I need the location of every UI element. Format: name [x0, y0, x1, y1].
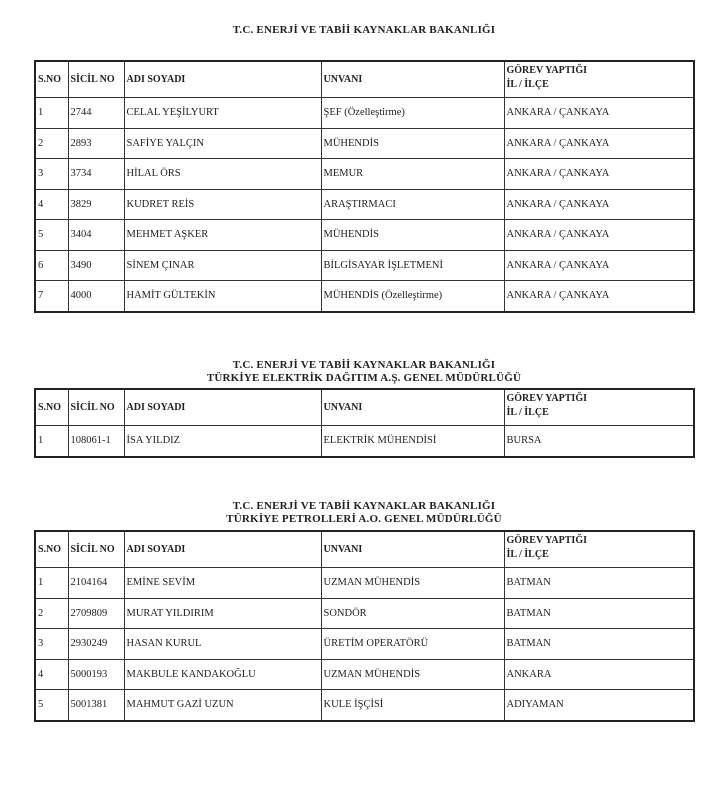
cell-adi: KUDRET REİS — [124, 189, 321, 220]
table-row — [35, 98, 694, 129]
cell-sno: 3 — [35, 159, 68, 190]
cell-gorev: ADIYAMAN — [504, 690, 694, 721]
personnel-table — [34, 530, 695, 722]
cell-unvan: ÜRETİM OPERATÖRÜ — [321, 629, 504, 660]
cell-sno: 1 — [35, 568, 68, 599]
cell-gorev: ANKARA / ÇANKAYA — [504, 128, 694, 159]
header-unvan: UNVANI — [321, 531, 504, 568]
cell-unvan: ARAŞTIRMACI — [321, 189, 504, 220]
cell-sno: 4 — [35, 659, 68, 690]
cell-gorev: ANKARA / ÇANKAYA — [504, 281, 694, 312]
table-row — [35, 629, 694, 660]
cell-sicil: 2893 — [68, 128, 124, 159]
cell-sno: 7 — [35, 281, 68, 312]
cell-adi: MEHMET AŞKER — [124, 220, 321, 251]
table-row — [35, 690, 694, 721]
table-header-row — [35, 61, 694, 98]
table-row — [35, 250, 694, 281]
table-row — [35, 220, 694, 251]
cell-adi: HAMİT GÜLTEKİN — [124, 281, 321, 312]
header-adi: ADI SOYADI — [124, 61, 321, 98]
cell-unvan: MÜHENDİS — [321, 220, 504, 251]
section-title: TÜRKİYE ELEKTRİK DAĞITIM A.Ş. GENEL MÜDÜRLÜĞÜ — [206, 372, 522, 384]
cell-sicil: 4000 — [68, 281, 124, 312]
cell-unvan: BİLGİSAYAR İŞLETMENİ — [321, 250, 504, 281]
cell-sicil: 2709809 — [68, 598, 124, 629]
header-sicil: SİCİL NO — [68, 61, 124, 98]
header-gorev2: İL / İLÇE — [506, 407, 549, 418]
section-title: T.C. ENERJİ VE TABİİ KAYNAKLAR BAKANLIĞI — [232, 24, 496, 36]
cell-sicil: 5000193 — [68, 659, 124, 690]
cell-adi: HİLAL ÖRS — [124, 159, 321, 190]
cell-gorev: ANKARA / ÇANKAYA — [504, 98, 694, 129]
table-row — [35, 568, 694, 599]
cell-sno: 1 — [35, 426, 68, 457]
cell-adi: EMİNE SEVİM — [124, 568, 321, 599]
header-gorev — [504, 389, 694, 426]
table-row — [35, 128, 694, 159]
cell-sicil: 3829 — [68, 189, 124, 220]
cell-gorev: ANKARA / ÇANKAYA — [504, 159, 694, 190]
cell-sicil: 108061-1 — [68, 426, 124, 457]
header-gorev2: İL / İLÇE — [506, 549, 549, 560]
cell-sno: 4 — [35, 189, 68, 220]
cell-sicil: 2930249 — [68, 629, 124, 660]
cell-sno: 2 — [35, 128, 68, 159]
header-gorev — [504, 531, 694, 568]
section-title: T.C. ENERJİ VE TABİİ KAYNAKLAR BAKANLIĞI — [232, 359, 496, 371]
table-header-row — [35, 389, 694, 426]
cell-unvan: SONDÖR — [321, 598, 504, 629]
cell-unvan: ELEKTRİK MÜHENDİSİ — [321, 426, 504, 457]
cell-sicil: 5001381 — [68, 690, 124, 721]
cell-adi: İSA YILDIZ — [124, 426, 321, 457]
table-row — [35, 189, 694, 220]
cell-adi: MAHMUT GAZİ UZUN — [124, 690, 321, 721]
cell-adi: MAKBULE KANDAKOĞLU — [124, 659, 321, 690]
header-sno: S.NO — [35, 531, 68, 568]
cell-sicil: 2744 — [68, 98, 124, 129]
cell-adi: SAFİYE YALÇIN — [124, 128, 321, 159]
header-sicil: SİCİL NO — [68, 389, 124, 426]
header-unvan: UNVANI — [321, 389, 504, 426]
header-sno: S.NO — [35, 61, 68, 98]
header-gorev1: GÖREV YAPTIĞI — [506, 535, 587, 546]
cell-adi: SİNEM ÇINAR — [124, 250, 321, 281]
table-row — [35, 659, 694, 690]
cell-sicil: 2104164 — [68, 568, 124, 599]
cell-adi: CELAL YEŞİLYURT — [124, 98, 321, 129]
cell-sno: 3 — [35, 629, 68, 660]
cell-sno: 1 — [35, 98, 68, 129]
cell-gorev: BATMAN — [504, 629, 694, 660]
header-gorev1: GÖREV YAPTIĞI — [506, 393, 587, 404]
cell-gorev: BATMAN — [504, 598, 694, 629]
cell-unvan: UZMAN MÜHENDİS — [321, 568, 504, 599]
cell-sno: 5 — [35, 220, 68, 251]
table-row — [35, 281, 694, 312]
cell-unvan: ŞEF (Özelleştirme) — [321, 98, 504, 129]
cell-gorev: ANKARA — [504, 659, 694, 690]
cell-gorev: ANKARA / ÇANKAYA — [504, 189, 694, 220]
cell-gorev: ANKARA / ÇANKAYA — [504, 250, 694, 281]
header-adi: ADI SOYADI — [124, 389, 321, 426]
section-title: T.C. ENERJİ VE TABİİ KAYNAKLAR BAKANLIĞI — [232, 500, 496, 512]
cell-gorev: BURSA — [504, 426, 694, 457]
cell-adi: HASAN KURUL — [124, 629, 321, 660]
table-row — [35, 426, 694, 457]
cell-sicil: 3734 — [68, 159, 124, 190]
cell-unvan: KULE İŞÇİSİ — [321, 690, 504, 721]
table-row — [35, 159, 694, 190]
personnel-table — [34, 60, 695, 313]
cell-unvan: MÜHENDİS — [321, 128, 504, 159]
header-sno: S.NO — [35, 389, 68, 426]
cell-gorev: BATMAN — [504, 568, 694, 599]
cell-sno: 2 — [35, 598, 68, 629]
table-row — [35, 598, 694, 629]
header-unvan: UNVANI — [321, 61, 504, 98]
cell-unvan: MÜHENDİS (Özelleştirme) — [321, 281, 504, 312]
cell-gorev: ANKARA / ÇANKAYA — [504, 220, 694, 251]
cell-unvan: MEMUR — [321, 159, 504, 190]
header-adi: ADI SOYADI — [124, 531, 321, 568]
cell-sno: 5 — [35, 690, 68, 721]
section-title: TÜRKİYE PETROLLERİ A.O. GENEL MÜDÜRLÜĞÜ — [226, 513, 502, 525]
header-sicil: SİCİL NO — [68, 531, 124, 568]
cell-sicil: 3490 — [68, 250, 124, 281]
personnel-table — [34, 388, 695, 458]
cell-unvan: UZMAN MÜHENDİS — [321, 659, 504, 690]
header-gorev1: GÖREV YAPTIĞI — [506, 65, 587, 76]
cell-adi: MURAT YILDIRIM — [124, 598, 321, 629]
header-gorev2: İL / İLÇE — [506, 79, 549, 90]
table-header-row — [35, 531, 694, 568]
cell-sno: 6 — [35, 250, 68, 281]
cell-sicil: 3404 — [68, 220, 124, 251]
header-gorev — [504, 61, 694, 98]
